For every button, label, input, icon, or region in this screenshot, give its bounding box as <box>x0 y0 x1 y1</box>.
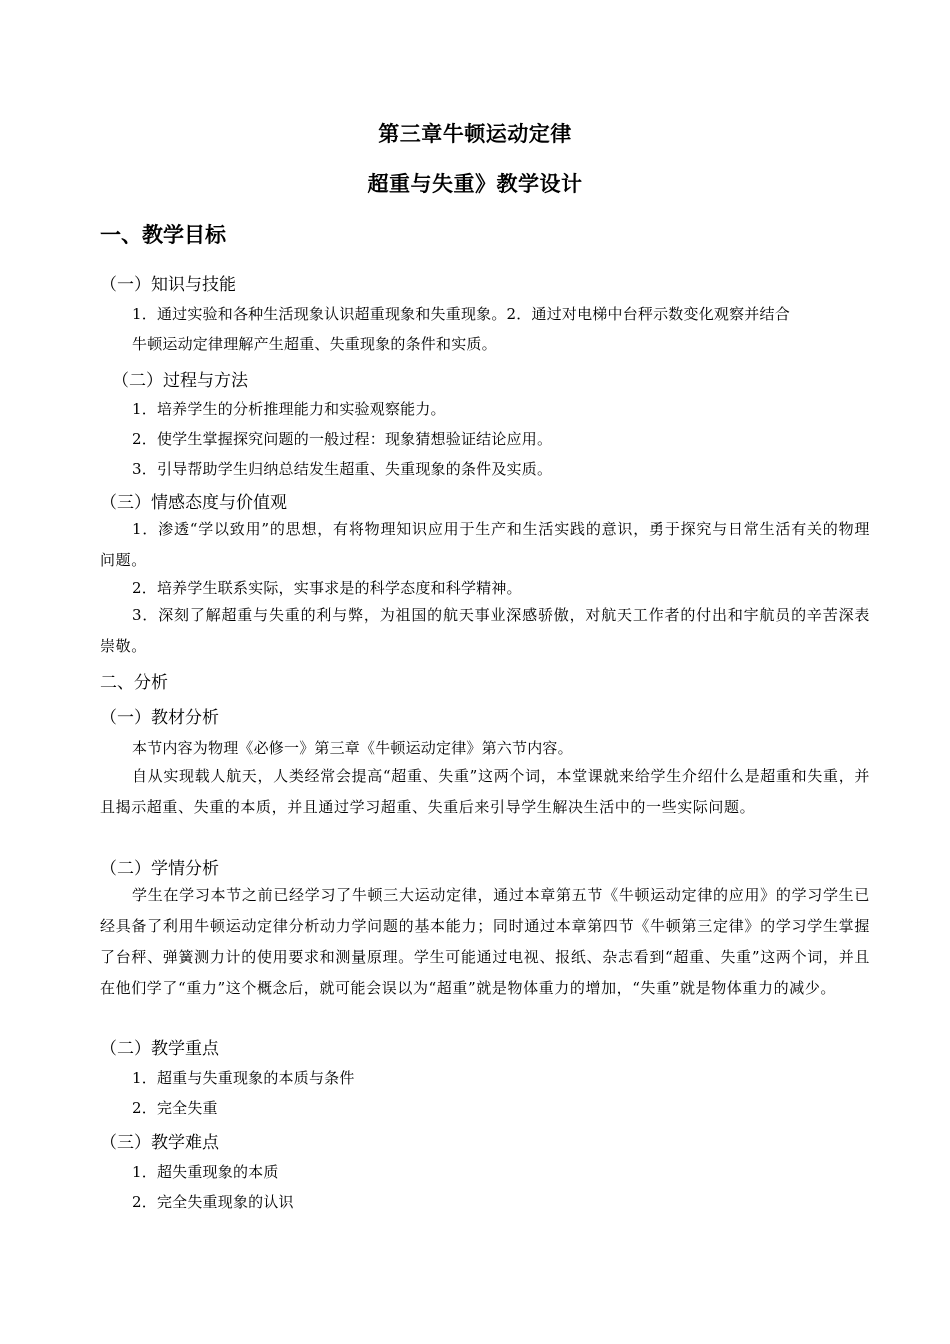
list-item: 3．引导帮助学生归纳总结发生超重、失重现象的条件及实质。 <box>132 460 553 478</box>
list-item: 1．超重与失重现象的本质与条件 <box>132 1069 355 1087</box>
document-title: 第三章牛顿运动定律 <box>378 122 572 146</box>
subheading-key-points: （二）教学重点 <box>100 1039 219 1059</box>
objective-knowledge-line: 1．通过实验和各种生活现象认识超重现象和失重现象。2．通过对电梯中台秤示数变化观察并结合 <box>132 305 790 323</box>
list-item: 2．完全失重现象的认识 <box>132 1193 294 1211</box>
document-subtitle: 超重与失重》教学设计 <box>367 172 583 196</box>
subheading-process-methods: （二）过程与方法 <box>112 371 248 391</box>
paragraph: 自从实现载人航天，人类经常会提高“超重、失重”这两个词，本堂课就来给学生介绍什么是超重和失重，并且揭示超重、失重的本质，并且通过学习超重、失重后来引导学生解决生活中的一些实际问题。 <box>100 767 870 816</box>
subheading-attitudes-values: （三）情感态度与价值观 <box>100 493 287 513</box>
subheading-difficult-points: （三）教学难点 <box>100 1133 219 1153</box>
list-item: 3．深刻了解超重与失重的利与弊，为祖国的航天事业深感骄傲，对航天工作者的付出和宇航员的辛苦深表崇敬。 <box>100 606 870 655</box>
list-item: 2．培养学生联系实际，实事求是的科学态度和科学精神。 <box>132 579 522 597</box>
list-item: 1．超失重现象的本质 <box>132 1163 279 1181</box>
paragraph: 学生在学习本节之前已经学习了牛顿三大运动定律，通过本章第五节《牛顿运动定律的应用》的学习学生已经具备了利用牛顿运动定律分析动力学问题的基本能力；同时通过本章第四节《牛顿第三定律》的学习学生掌握了台秤、弹簧测力计的使用要求和测量原理。学生可能通过电视、报纸、杂志看到“超重、失重”这两个词，并且在他们学了“重力”这个概念后，就可能会误以为“超重”就是物体重力的增加，“失重”就是物体重力的减少。 <box>100 886 870 997</box>
paragraph: 本节内容为物理《必修一》第三章《牛顿运动定律》第六节内容。 <box>132 739 573 757</box>
section-heading-analysis: 二、分析 <box>100 673 168 693</box>
objective-knowledge-line: 牛顿运动定律理解产生超重、失重现象的条件和实质。 <box>132 335 497 353</box>
subheading-textbook-analysis: （一）教材分析 <box>100 708 219 728</box>
list-item: 2．完全失重 <box>132 1099 218 1117</box>
section-heading-objectives: 一、教学目标 <box>100 223 226 247</box>
list-item: 1．培养学生的分析推理能力和实验观察能力。 <box>132 400 446 418</box>
list-item: 1．渗透“学以致用”的思想，有将物理知识应用于生产和生活实践的意识，勇于探究与日常生活有关的物理问题。 <box>100 520 870 569</box>
subheading-knowledge-skills: （一）知识与技能 <box>100 275 236 295</box>
list-item: 2．使学生掌握探究问题的一般过程：现象猜想验证结论应用。 <box>132 430 553 448</box>
subheading-student-analysis: （二）学情分析 <box>100 859 219 879</box>
